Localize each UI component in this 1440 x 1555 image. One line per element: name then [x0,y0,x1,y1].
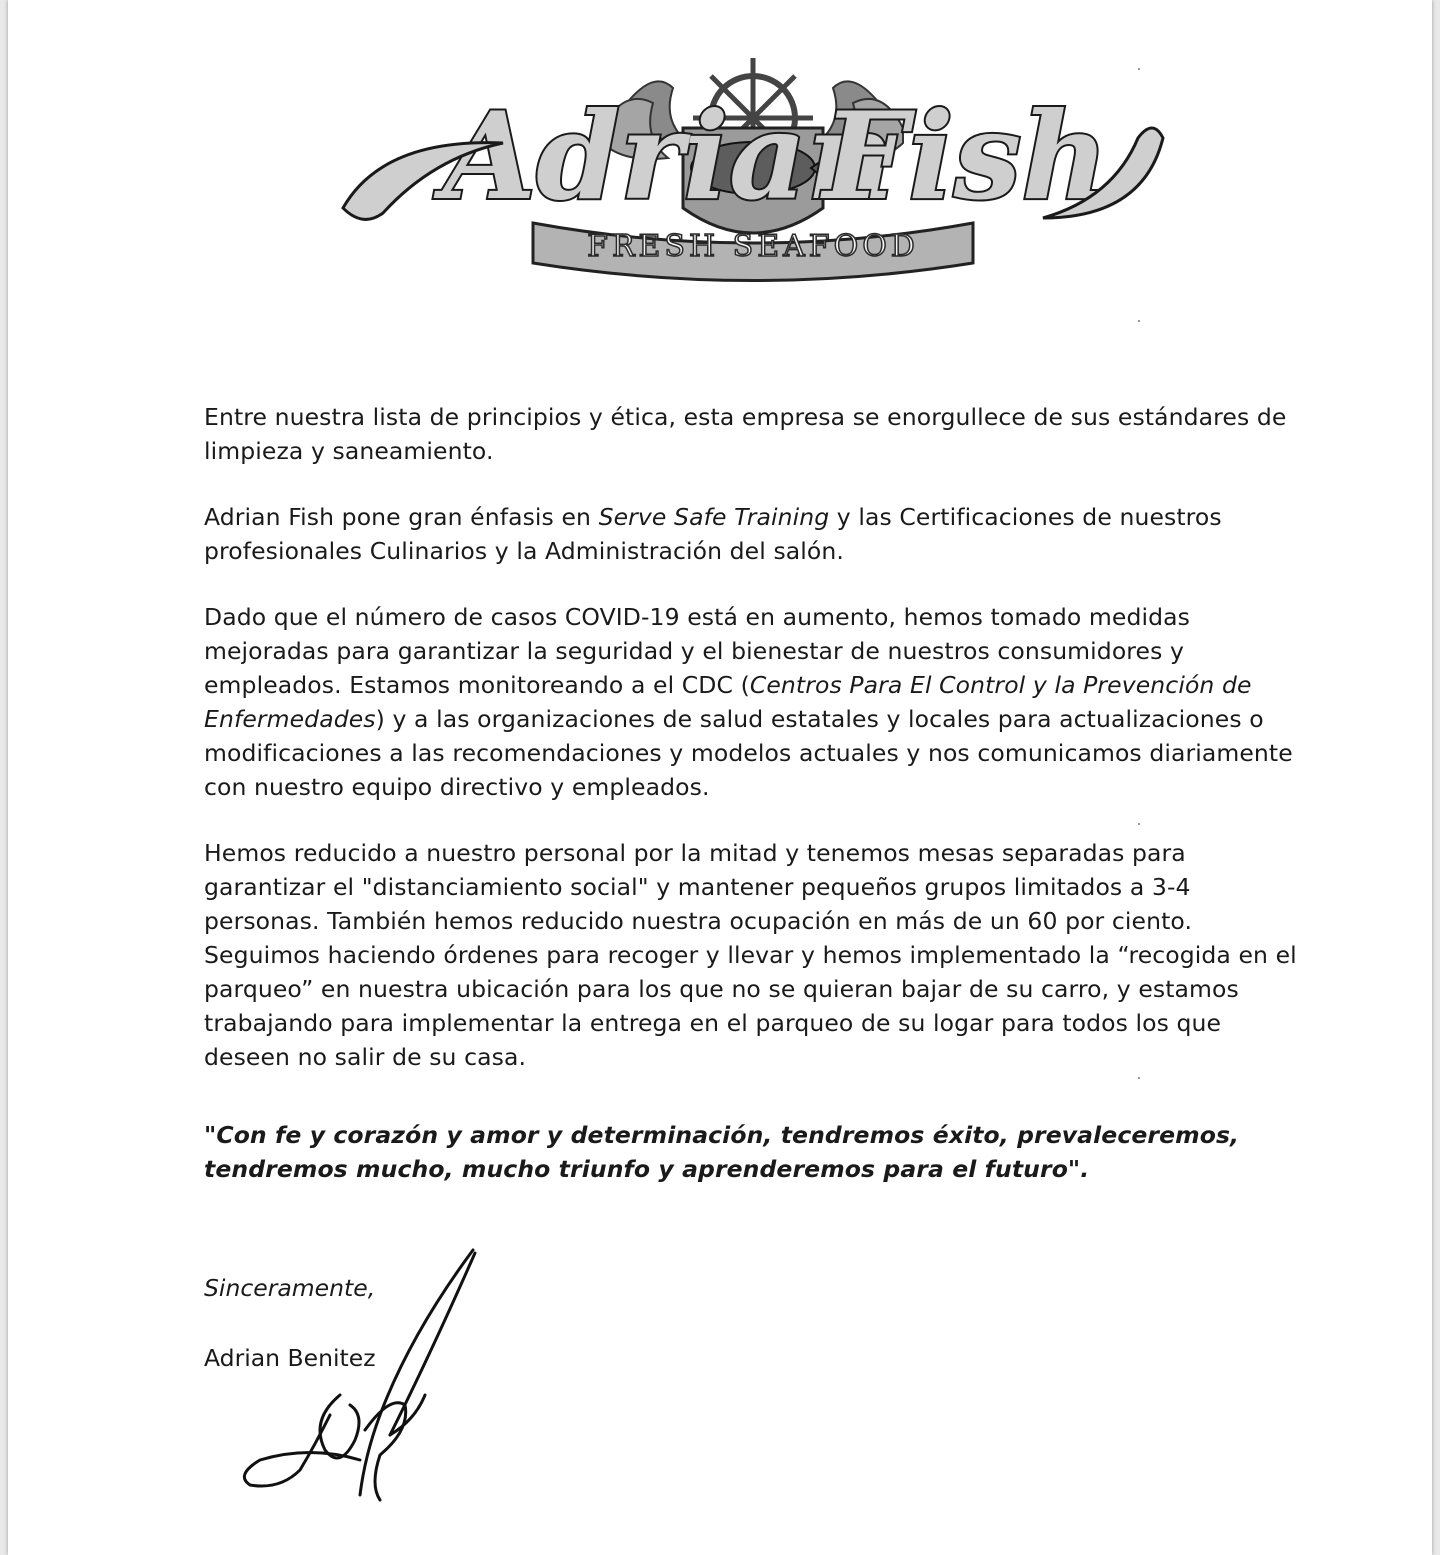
adrian-fish-logo [323,48,1183,288]
closing-quote: "Con fe y corazón y amor y determinación, tendremos éxito, prevaleceremos, tendremos mucho, mucho triunfo y aprenderemos para el futuro". [204,1121,1240,1183]
handwritten-signature [230,1245,490,1515]
logo-tagline: FRESH SEAFOOD [587,229,919,264]
paragraph-serve-safe: Adrian Fish pone gran énfasis en Serve Safe Training y las Certificaciones de nuestros profesionales Culinarios y la Administración del salón. [204,503,1222,565]
svg-text:Adrian: Adrian [443,86,894,227]
paragraph-covid: Dado que el número de casos COVID-19 está en aumento, hemos tomado medidas mejoradas para garantizar la seguridad y el bienestar de nuestros consumidores y empleados. Estamos monitoreando a el CDC (Centros Para El Control y la Prevención de Enfermedades) y a las organizaciones de salud estatales y locales para actualizaciones o modificaciones a las recomendaciones y modelos actuales y nos comunicamos diariamente con nuestro equipo directivo y empleados. [204,603,1293,801]
letter-body [204,400,1304,1218]
svg-text:Fish: Fish [823,86,1109,227]
letter-page [8,0,1432,1555]
closing-text: Sinceramente, [204,1274,376,1302]
cdc-emphasis: Centros Para El Control y la Prevención de Enfermedades [204,671,1252,733]
serve-safe-emphasis: Serve Safe Training [598,503,830,531]
paragraph-principles: Entre nuestra lista de principios y ética, esta empresa se enorgullece de sus estándares de limpieza y saneamiento. [204,403,1287,465]
signer-name: Adrian Benitez [204,1344,376,1372]
paragraph-measures: Hemos reducido a nuestro personal por la mitad y tenemos mesas separadas para garantizar el "distanciamiento social" y mantener pequeños grupos limitados a 3-4 personas. También hemos reducido nuestra ocupación en más de un 60 por ciento. Seguimos haciendo órdenes para recoger y llevar y hemos implementado la “recogida en el parqueo” en nuestra ubicación para los que no se quieran bajar de su carro, y estamos trabajando para implementar la entrega en el parqueo de su logar para todos los que deseen no salir de su casa. [204,839,1297,1071]
